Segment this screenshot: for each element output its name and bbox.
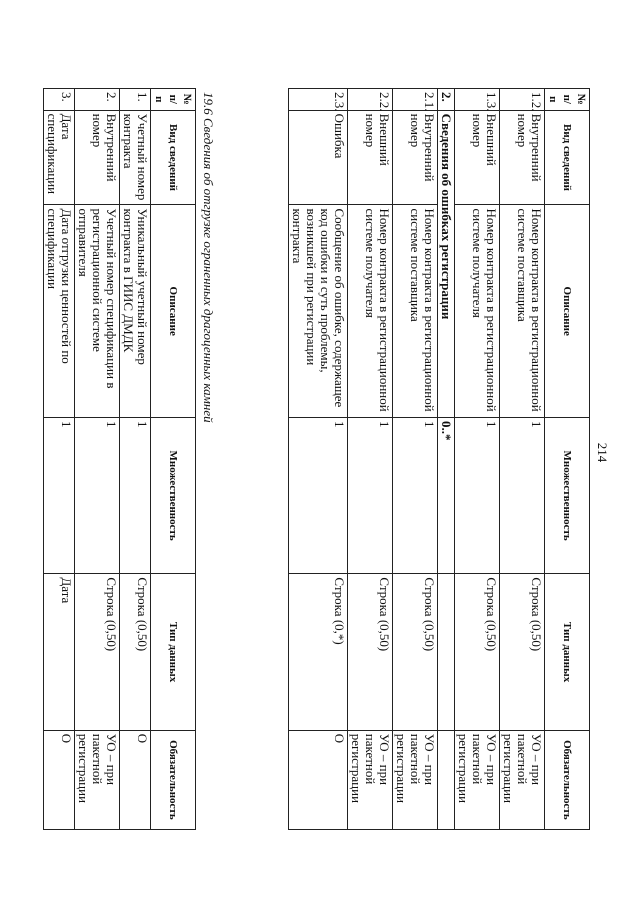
cell-data-type: Строка (0,50) — [348, 574, 393, 730]
table-row — [455, 89, 500, 830]
cell-no: 2. — [438, 89, 455, 111]
cell-no: 2. — [75, 89, 120, 111]
header-required: Обязательность — [151, 730, 196, 829]
table-row — [289, 89, 348, 830]
cell-multiplicity: 1 — [500, 417, 545, 573]
cell-required: О — [289, 730, 348, 829]
section-title: Сведения об ошибках регистрации — [438, 110, 455, 417]
registration-results-table — [288, 88, 590, 830]
cell-description: Уникальный учетный номер контракта в ГИИС ДМДК — [120, 205, 151, 417]
header-data-type: Тип данных — [151, 574, 196, 730]
cell-multiplicity: 1 — [455, 417, 500, 573]
cell-no: 1. — [120, 89, 151, 111]
header-no: № п/п — [545, 89, 590, 111]
cell-multiplicity: 1 — [393, 417, 438, 573]
cell-data-type: Дата — [44, 574, 75, 730]
cell-required: О — [120, 730, 151, 829]
cell-multiplicity: 0..* — [438, 417, 455, 573]
header-description: Описание — [545, 205, 590, 417]
cell-kind: Дата спецификации — [44, 110, 75, 205]
section-caption: 19.6 Сведения об отгрузке ограненных драгоценных камней — [201, 92, 216, 423]
cell-description: Номер контракта в регистрационной системе поставщика — [500, 205, 545, 417]
cell-required: УО – при пакетной регистрации — [75, 730, 120, 829]
cell-no: 3. — [44, 89, 75, 111]
cell-data-type: Строка (0,50) — [393, 574, 438, 730]
table-row — [75, 89, 120, 830]
table-header-row — [545, 89, 590, 830]
cell-required: О — [44, 730, 75, 829]
table-row — [348, 89, 393, 830]
cell-description: Дата отгрузки ценностей по спецификации — [44, 205, 75, 417]
header-required: Обязательность — [545, 730, 590, 829]
table-row — [120, 89, 151, 830]
cell-required: УО – при пакетной регистрации — [500, 730, 545, 829]
cell-required — [438, 730, 455, 829]
cell-no: 1.3. — [455, 89, 500, 111]
cell-required: УО – при пакетной регистрации — [348, 730, 393, 829]
cell-data-type: Строка (0,50) — [120, 574, 151, 730]
header-data-type: Тип данных — [545, 574, 590, 730]
cell-data-type — [438, 574, 455, 730]
cell-description: Номер контракта в регистрационной системе получателя — [348, 205, 393, 417]
cell-kind: Внутренний номер — [500, 110, 545, 205]
header-multiplicity: Множественность — [545, 417, 590, 573]
cell-data-type: Строка (0,*) — [289, 574, 348, 730]
cell-kind: Внешний номер — [348, 110, 393, 205]
header-no: № п/п — [151, 89, 196, 111]
cell-multiplicity: 1 — [120, 417, 151, 573]
cell-no: 2.1. — [393, 89, 438, 111]
cell-description: Сообщение об ошибке, содержащее код ошибки и суть проблемы, возникшей при регистрации контракта — [289, 205, 348, 417]
cell-multiplicity: 1 — [75, 417, 120, 573]
cell-description: Номер контракта в регистрационной системе получателя — [455, 205, 500, 417]
table-header-row — [151, 89, 196, 830]
cell-kind: Учетный номер контракта — [120, 110, 151, 205]
header-kind: Вид сведений — [545, 110, 590, 205]
cell-kind: Внутренний номер — [75, 110, 120, 205]
table-row — [393, 89, 438, 830]
cell-data-type: Строка (0,50) — [500, 574, 545, 730]
header-kind: Вид сведений — [151, 110, 196, 205]
cell-multiplicity: 1 — [348, 417, 393, 573]
cell-no: 2.2. — [348, 89, 393, 111]
shipment-info-table — [43, 88, 196, 830]
page-number: 214 — [595, 442, 610, 463]
table-row — [500, 89, 545, 830]
cell-no: 2.3. — [289, 89, 348, 111]
cell-description: Номер контракта в регистрационной системе поставщика — [393, 205, 438, 417]
cell-data-type: Строка (0,50) — [75, 574, 120, 730]
cell-data-type: Строка (0,50) — [455, 574, 500, 730]
header-description: Описание — [151, 205, 196, 417]
cell-multiplicity: 1 — [44, 417, 75, 573]
cell-no: 1.2. — [500, 89, 545, 111]
cell-kind: Внешний номер — [455, 110, 500, 205]
section-row — [438, 89, 455, 830]
cell-kind: Ошибка — [289, 110, 348, 205]
cell-kind: Внутренний номер — [393, 110, 438, 205]
cell-required: УО – при пакетной регистрации — [393, 730, 438, 829]
header-multiplicity: Множественность — [151, 417, 196, 573]
table-row — [44, 89, 75, 830]
cell-description: Учетный номер спецификации в регистрационной системе отправителя — [75, 205, 120, 417]
cell-required: УО – при пакетной регистрации — [455, 730, 500, 829]
cell-multiplicity: 1 — [289, 417, 348, 573]
